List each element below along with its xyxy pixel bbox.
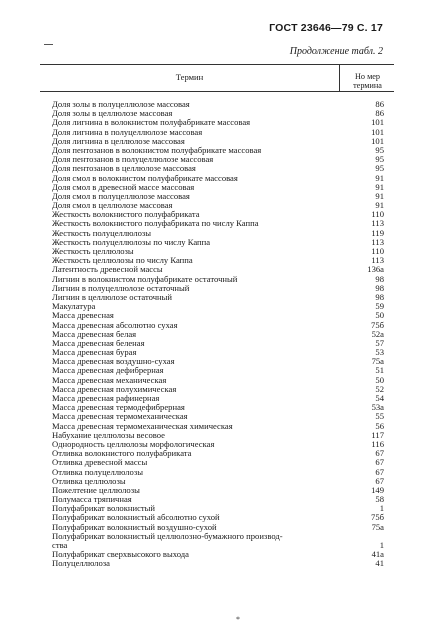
term-text: Доля лигнина в волокнистом полуфабрикате массовая bbox=[52, 117, 251, 128]
term-text: Полумасса тряпичная bbox=[52, 494, 132, 505]
term-number: 53а bbox=[371, 402, 384, 413]
term-text: Доля лигнина в целлюлозе массовая bbox=[52, 135, 185, 146]
term-text: Набухание целлюлозы весовое bbox=[52, 429, 165, 440]
term-text: Жесткость полуцеллюлозы по числу Каппа bbox=[52, 236, 211, 247]
term-text: Однородность целлюлозы морфологическая bbox=[52, 438, 215, 449]
term-index-list bbox=[46, 100, 398, 569]
term-number: 86 bbox=[375, 99, 384, 109]
term-text: Доля пентозанов в целлюлозе массовая bbox=[52, 163, 196, 174]
term-number: 117 bbox=[371, 429, 384, 440]
term-text: Жесткость полуцеллюлозы bbox=[52, 227, 152, 238]
term-number: 101 bbox=[371, 117, 384, 128]
table-header-row bbox=[40, 64, 394, 92]
term-number: 101 bbox=[371, 126, 384, 137]
term-text: Жесткость целлюлозы по числу Каппа bbox=[52, 255, 193, 266]
term-number: 55 bbox=[375, 411, 384, 422]
margin-dash bbox=[44, 44, 53, 45]
term-number: 51 bbox=[375, 365, 384, 376]
term-text: Масса древесная бурая bbox=[52, 347, 137, 358]
term-number: 1 bbox=[379, 503, 384, 514]
term-number: 95 bbox=[375, 163, 384, 174]
term-text: Масса древесная термодефибрерная bbox=[52, 402, 185, 413]
term-number: 67 bbox=[375, 466, 384, 477]
term-text: Масса древесная bbox=[52, 310, 114, 321]
term-number: 91 bbox=[375, 181, 384, 192]
term-text: Отливка полуцеллюлозы bbox=[52, 466, 144, 477]
term-text: Масса древесная дефибрерная bbox=[52, 365, 164, 376]
term-text: Масса древесная беленая bbox=[52, 337, 145, 348]
term-number: 58 bbox=[375, 494, 384, 505]
term-number: 113 bbox=[371, 236, 384, 247]
term-text: Доля лигнина в полуцеллюлозе массовая bbox=[52, 126, 203, 137]
term-number: 56 bbox=[375, 420, 384, 431]
term-text: Лигнин в волокнистом полуфабрикате остаточный bbox=[52, 273, 238, 284]
term-number: 149 bbox=[371, 484, 384, 495]
term-text: Доля золы в полуцеллюлозе массовая bbox=[52, 99, 190, 109]
term-text: Жесткость волокнистого полуфабриката по числу Каппа bbox=[52, 218, 259, 229]
term-number: 75б bbox=[371, 319, 384, 330]
term-text: Латентность древесной массы bbox=[52, 264, 163, 275]
term-text: Доля смол в полуцеллюлозе массовая bbox=[52, 190, 190, 201]
term-number: 67 bbox=[375, 448, 384, 459]
column-divider bbox=[339, 65, 340, 91]
footer-mark: * bbox=[236, 615, 240, 624]
term-text: Отливка волокнистого полуфабриката bbox=[52, 448, 192, 459]
term-text: Пожелтение целлюлозы bbox=[52, 484, 140, 495]
term-text: Доля смол в древесной массе массовая bbox=[52, 181, 195, 192]
term-text: Полуфабрикат волокнистый абсолютно сухой bbox=[52, 512, 220, 523]
term-text: Отливка древесной массы bbox=[52, 457, 148, 468]
term-text: Масса древесная термомеханическая bbox=[52, 411, 188, 422]
term-text: Доля пентозанов в волокнистом полуфабрикате массовая bbox=[52, 144, 262, 155]
term-text: Полуфабрикат волокнистый bbox=[52, 503, 156, 514]
term-number: 116 bbox=[371, 438, 384, 449]
term-text: Масса древесная механическая bbox=[52, 374, 167, 385]
term-text: Масса древесная белая bbox=[52, 328, 137, 339]
term-number: 67 bbox=[375, 457, 384, 468]
term-number: 91 bbox=[375, 172, 384, 183]
term-text: Макулатура bbox=[52, 301, 96, 312]
table-continuation-caption: Продолжение табл. 2 bbox=[289, 46, 383, 57]
term-number: 110 bbox=[371, 209, 384, 220]
table-row bbox=[46, 559, 398, 568]
term-number: 50 bbox=[375, 310, 384, 321]
term-text: ства bbox=[52, 540, 68, 550]
term-number: 136а bbox=[367, 264, 384, 275]
term-number: 75а bbox=[371, 521, 384, 532]
term-number: 98 bbox=[375, 282, 384, 293]
term-number: 41 bbox=[375, 558, 384, 569]
term-number: 1 bbox=[379, 540, 384, 550]
term-number: 53 bbox=[375, 347, 384, 358]
term-text: Жесткость целлюлозы bbox=[52, 246, 134, 256]
term-number: 113 bbox=[371, 255, 384, 266]
term-number: 101 bbox=[371, 135, 384, 146]
term-text: Полуфабрикат волокнистый воздушно-сухой bbox=[52, 521, 217, 532]
term-text: Доля смол в целлюлозе массовая bbox=[52, 200, 173, 211]
term-text: Масса древесная термомеханическая химическая bbox=[52, 420, 233, 431]
term-text: Масса древесная абсолютно сухая bbox=[52, 319, 178, 330]
table-row bbox=[46, 532, 398, 541]
term-text: Лигнин в целлюлозе остаточный bbox=[52, 291, 173, 302]
column-header-number: Но мер термина bbox=[353, 72, 382, 90]
term-number: 41а bbox=[371, 549, 384, 560]
term-number: 67 bbox=[375, 475, 384, 486]
column-header-term: Термин bbox=[175, 72, 204, 82]
document-header: ГОСТ 23646—79 С. 17 bbox=[269, 22, 383, 34]
term-number: 75а bbox=[371, 356, 384, 367]
term-text: Жесткость волокнистого полуфабриката bbox=[52, 209, 200, 220]
term-number: 50 bbox=[375, 374, 384, 385]
term-text: Масса древесная полухимическая bbox=[52, 383, 177, 394]
term-text: Отливка целлюлозы bbox=[52, 475, 126, 486]
term-number: 113 bbox=[371, 218, 384, 229]
term-text: Доля смол в волокнистом полуфабрикате массовая bbox=[52, 172, 238, 183]
term-text: Полуфабрикат волокнистый целлюлозно-бумажного производ- bbox=[52, 530, 283, 541]
term-number: 86 bbox=[375, 108, 384, 119]
term-number: 98 bbox=[375, 291, 384, 302]
term-number: 52а bbox=[371, 328, 384, 339]
term-number: 59 bbox=[375, 301, 384, 312]
term-number: 119 bbox=[371, 227, 384, 238]
term-number: 110 bbox=[371, 246, 384, 256]
term-text: Лигнин в полуцеллюлозе остаточный bbox=[52, 282, 190, 293]
term-number: 91 bbox=[375, 190, 384, 201]
term-text: Масса древесная воздушно-сухая bbox=[52, 356, 175, 367]
term-number: 75б bbox=[371, 512, 384, 523]
term-text: Доля золы в целлюлозе массовая bbox=[52, 108, 173, 119]
term-number: 91 bbox=[375, 200, 384, 211]
term-number: 54 bbox=[375, 393, 384, 403]
term-number: 98 bbox=[375, 273, 384, 284]
term-number: 95 bbox=[375, 154, 384, 165]
term-text: Масса древесная рафинерная bbox=[52, 393, 160, 403]
term-number: 57 bbox=[375, 337, 384, 348]
term-text: Полуфабрикат сверхвысокого выхода bbox=[52, 549, 189, 560]
table-row bbox=[46, 293, 398, 302]
term-text: Доля пентозанов в полуцеллюлозе массовая bbox=[52, 154, 214, 165]
term-number: 52 bbox=[375, 383, 384, 394]
term-text: Полуцеллюлоза bbox=[52, 558, 110, 569]
term-number: 95 bbox=[375, 144, 384, 155]
